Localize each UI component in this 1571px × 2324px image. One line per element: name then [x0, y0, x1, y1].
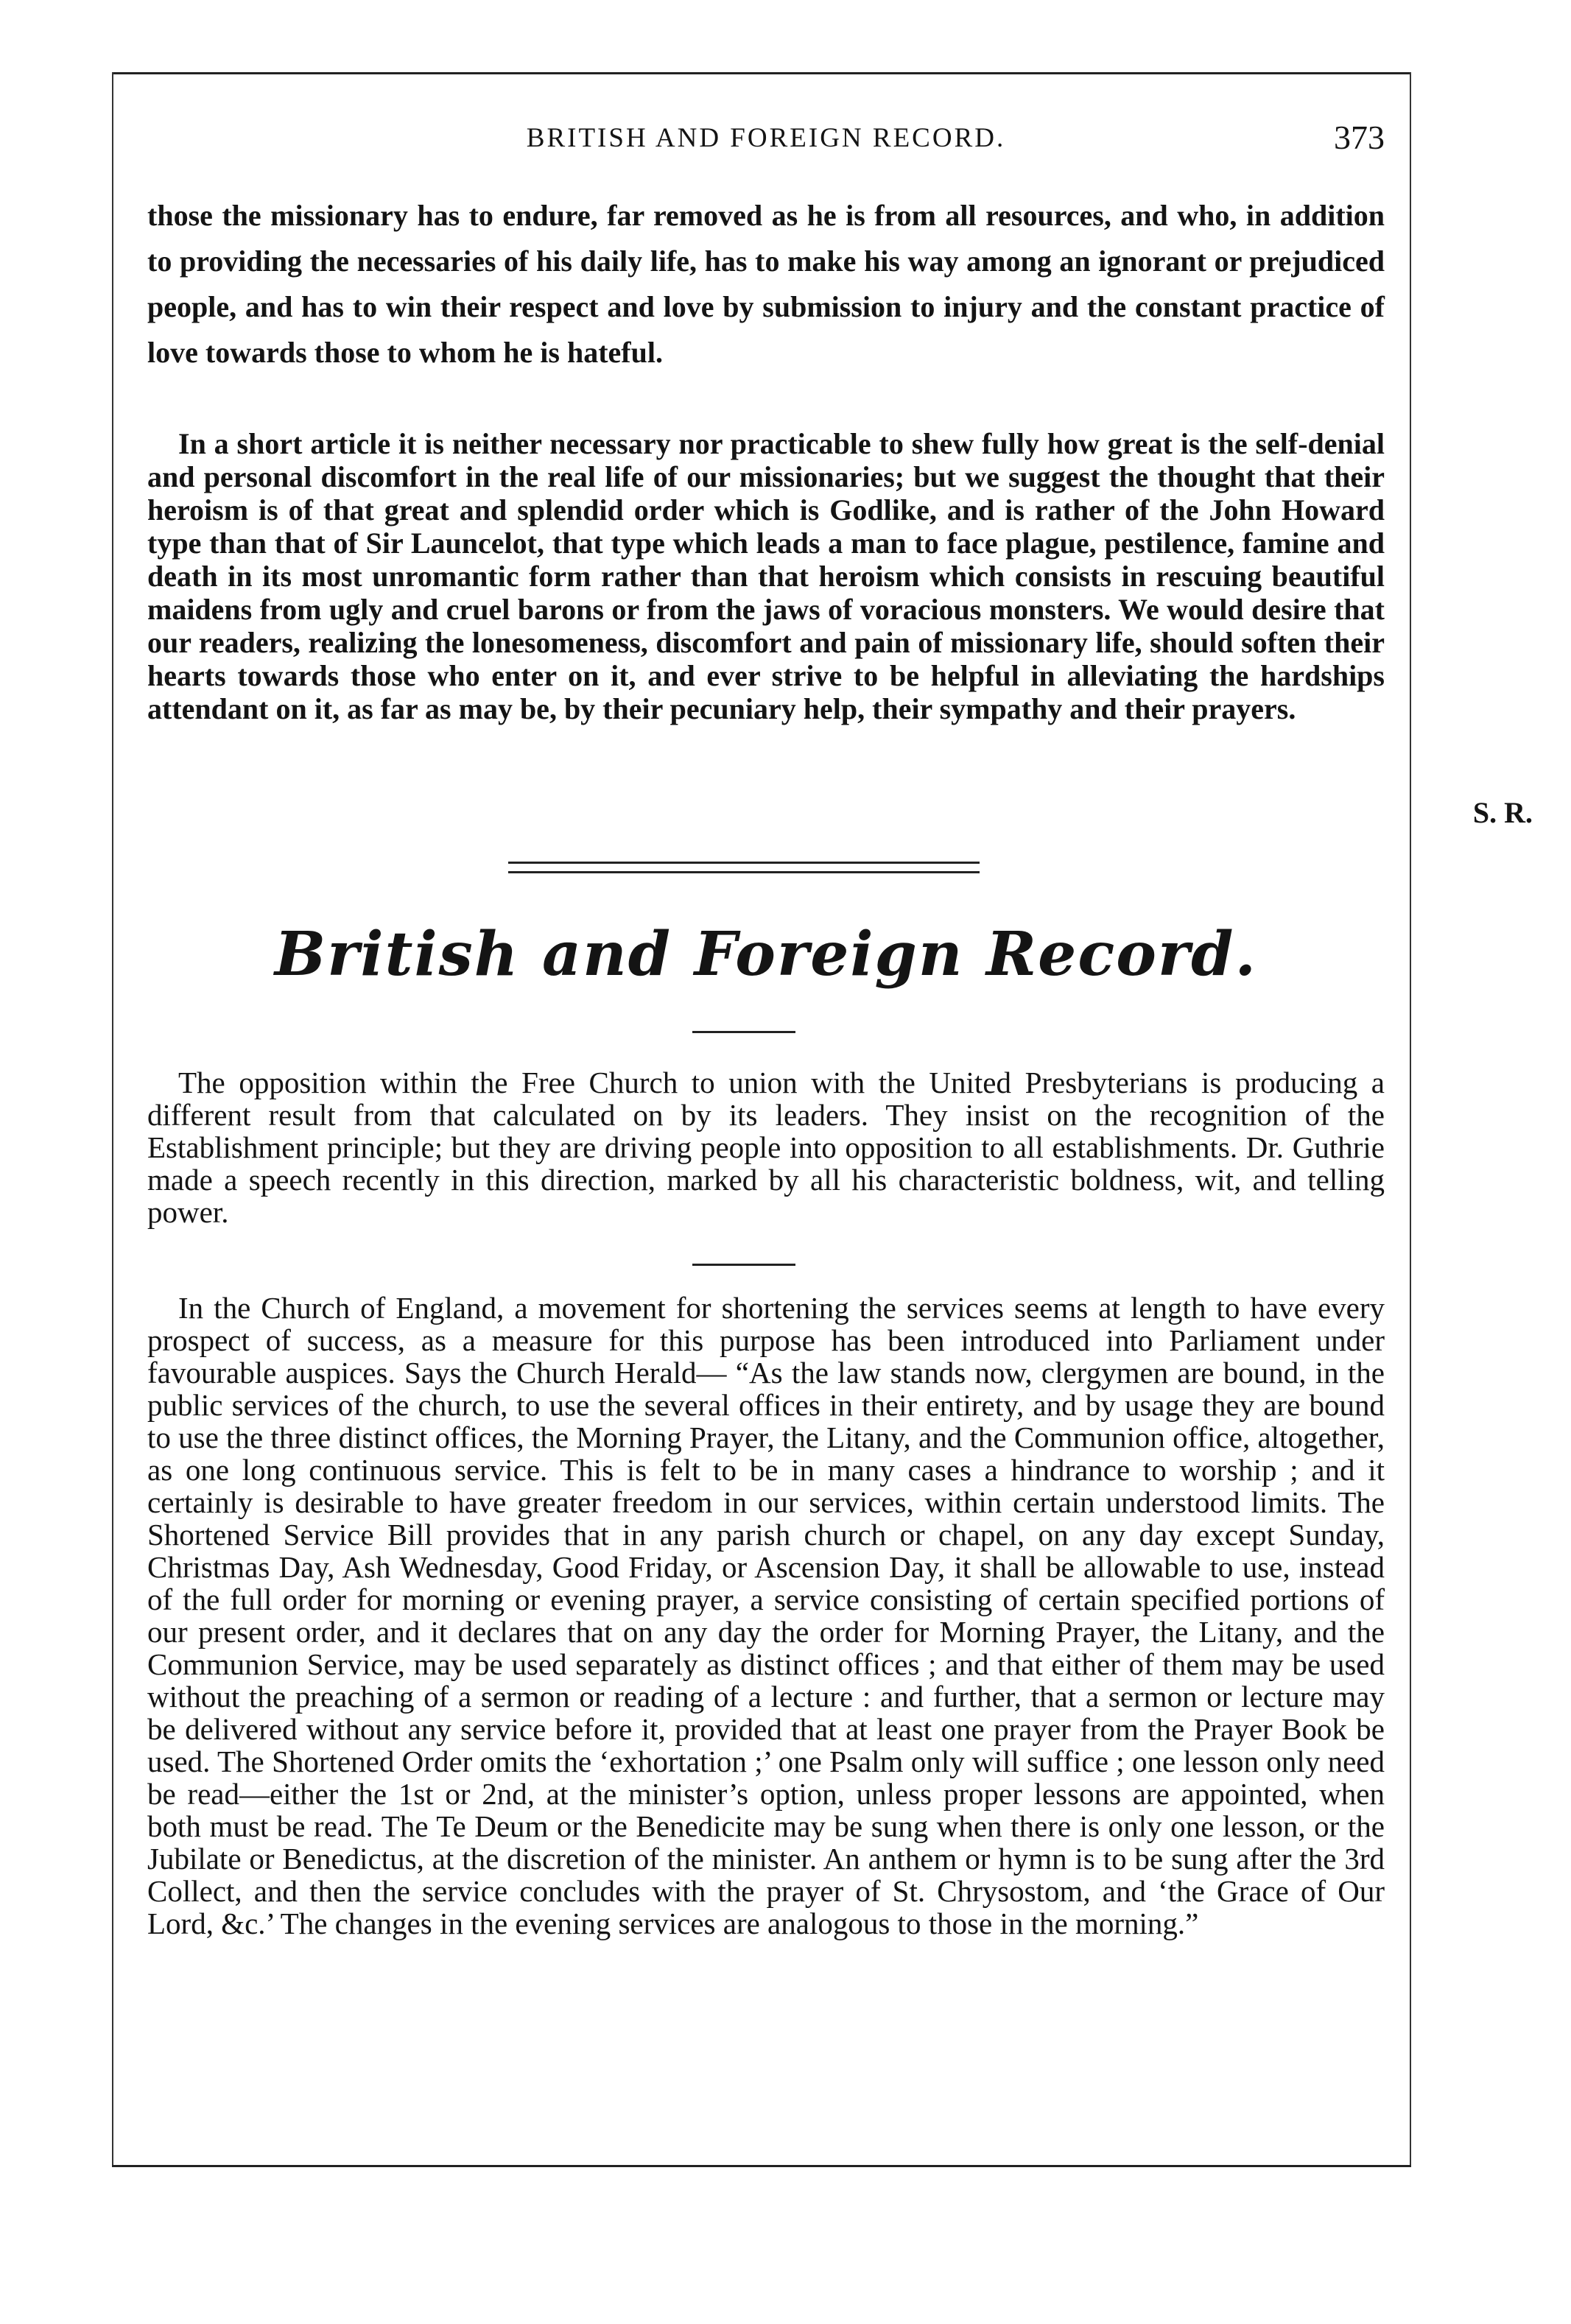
church-of-england-paragraph: In the Church of England, a movement for shortening the services seems at length to have every prospect of success, as a measure for this purpose has been introduced into Parliament under favourable auspices. Says the Church Herald— “As the law stands now, clergymen are bound, in the public services of the church, to use the several offices in their entirety, and by usage they are bound to use the three distinct offices, the Morning Prayer, the Litany, and the Communion office, altogether, as one long continuous service. This is felt to be in many cases a hindrance to worship ; and it certainly is desirable to have greater freedom in our services, within certain understood limits. The Shortened Service Bill provides that in any parish church or chapel, on any day except Sunday, Christmas Day, Ash Wednesday, Good Friday, or Ascension Day, it shall be allowable to use, instead of the full order for morning or evening prayer, a service consisting of certain specified portions of our present order, and it declares that on any day the order for Morning Prayer, the Litany, and the Communion Service, may be used separately as distinct offices ; and that either of them may be used without the preaching of a sermon or reading of a lecture : and further, that a sermon or lecture may be delivered without any service before it, provided that at least one prayer from the Prayer Book be used. The Shortened Order omits the ‘exhortation ;’ one Psalm only will suffice ; one lesson only need be read—either the 1st or 2nd, at the minister’s option, unless proper lessons are appointed, when both must be read. The Te Deum or the Benedicite may be sung when there is only one lesson, or the Jubilate or Benedictus, at the discretion of the minister. An anthem or hymn is to be sung after the 3rd Collect, and then the service concludes with the prayer of St. Chrysostom, and ‘the Grace of Our Lord, &c.’ The changes in the evening services are analogous to those in the morning.” [147, 1291, 1385, 1940]
free-church-paragraph: The opposition within the Free Church to union with the United Presbyterians is producing a different result from that calculated on by its leaders. They insist on the recognition of the Establishment principle; but they are driving people into opposition to all establishments. Dr. Guthrie made a speech recently in this direction, marked by all his characteristic boldness, wit, and telling power. [147, 1066, 1385, 1229]
bottom-border-rule [112, 2165, 1411, 2167]
section-divider-double-rule [508, 862, 980, 873]
short-divider-rule [692, 1031, 795, 1033]
running-title: BRITISH AND FOREIGN RECORD. [526, 123, 1006, 153]
section-heading: British and Foreign Record. [274, 919, 1258, 990]
author-signature: S. R. [1472, 796, 1533, 829]
running-head [147, 118, 1385, 162]
article-closing-paragraph: In a short article it is neither necessary nor practicable to shew fully how great is the self-denial and personal discomfort in the real life of our missionaries; but we suggest the thought that their heroism is of that great and splendid order which is Godlike, and is rather of the John Howard type than that of Sir Launcelot, that type which leads a man to face plague, pestilence, famine and death in its most unromantic form rather than that heroism which consists in rescuing beautiful maidens from ugly and cruel barons or from the jaws of voracious monsters. We would desire that our readers, realizing the lonesomeness, discomfort and pain of missionary life, should soften their hearts towards those who enter on it, and ever strive to be helpful in alleviating the hardships attendant on it, as far as may be, by their pecuniary help, their sympathy and their prayers. [147, 427, 1385, 725]
continued-paragraph: those the missionary has to endure, far removed as he is from all resources, and who, in addition to providing the necessaries of his daily life, has to make his way among an ignorant or prejudiced people, and has to win their respect and love by submission to injury and the constant practice of love towards those to whom he is hateful. [147, 199, 1385, 369]
page-number: 373 [1334, 119, 1385, 156]
short-divider-rule [692, 1264, 795, 1266]
